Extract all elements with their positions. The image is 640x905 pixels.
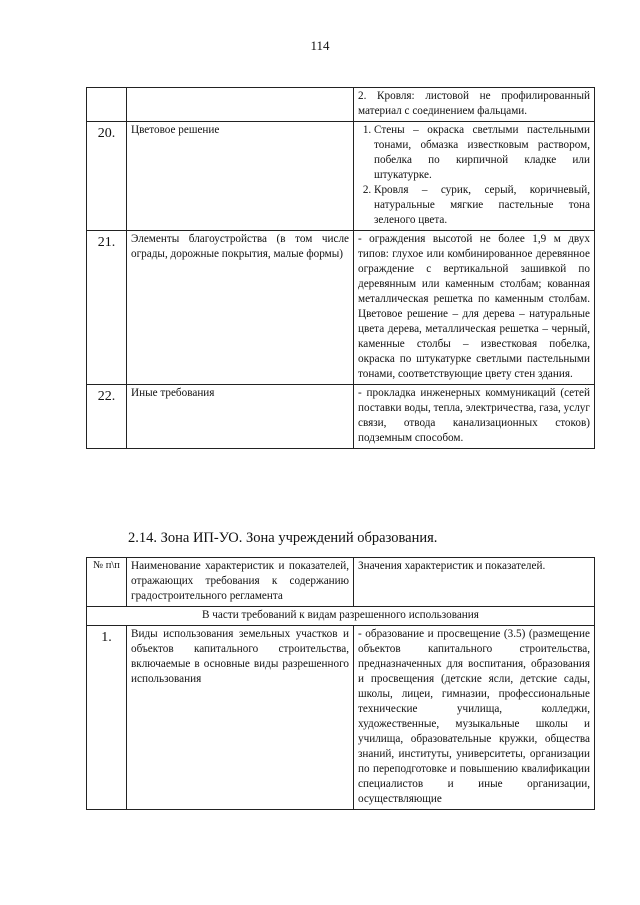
row-value: - ограждения высотой не более 1,9 м двух типов: глухое или комбинированное деревянное ограждение с вертикальной зашивкой по деревянным или каменным столбам; кованная металлическая решетка по каменным столбам. Цветовое решение – для дерева – натуральные цвета дерева, металлическая решетка – черный, каменные столбы – известковая побелка, окраска по штукатурке светлыми пастельными тонами, соответствующие цвету стен здания. — [354, 231, 595, 385]
section-heading: 2.14. Зона ИП-УО. Зона учреждений образования. — [128, 530, 438, 546]
row-number: 21. — [87, 231, 127, 385]
list-item: 1. Стены – окраска светлыми пастельными тонами, обмазка известковым раствором, побелка по кирпичной кладке или штукатурке. — [374, 123, 590, 183]
zone-requirements-table — [86, 557, 595, 810]
table-cell-empty — [87, 88, 127, 122]
table-cell-empty — [127, 88, 354, 122]
row-number: 20. — [87, 122, 127, 231]
table-row — [87, 122, 595, 231]
row-number: 1. — [87, 626, 127, 810]
subheader: В части требований к видам разрешенного использования — [87, 607, 595, 626]
row-name: Виды использования земельных участков и объектов капитального строительства, включаемые в основные виды разрешенного использования — [127, 626, 354, 810]
row-name: Цветовое решение — [127, 122, 354, 231]
list-item: 2. Кровля – сурик, серый, коричневый, натуральные мягкие пастельные тона зеленого цвета. — [374, 183, 590, 228]
row-value — [354, 122, 595, 231]
row-value: - прокладка инженерных коммуникаций (сетей поставки воды, тепла, электричества, газа, услуг связи, отвода канализационных стоков) подземным способом. — [354, 385, 595, 449]
header-name: Наименование характеристик и показателей, отражающих требования к содержанию градостроительного регламента — [127, 558, 354, 607]
table-row — [87, 626, 595, 810]
color-solution-list — [358, 123, 590, 228]
table-row — [87, 231, 595, 385]
requirements-table-continued — [86, 87, 595, 449]
row-name: Иные требования — [127, 385, 354, 449]
table-row-continuation — [87, 88, 595, 122]
row-name: Элементы благоустройства (в том числе ограды, дорожные покрытия, малые формы) — [127, 231, 354, 385]
table-header-row — [87, 558, 595, 607]
header-num: № п\п — [87, 558, 127, 607]
header-value: Значения характеристик и показателей. — [354, 558, 595, 607]
page-number: 114 — [310, 38, 330, 53]
row-number: 22. — [87, 385, 127, 449]
table-subheader-row — [87, 607, 595, 626]
table-row — [87, 385, 595, 449]
row-value: - образование и просвещение (3.5) (размещение объектов капитального строительства, предназначенных для воспитания, образования и просвещения (детские ясли, детские сады, школы, лицеи, гимназии, профессиональные технические училища, колледжи, художественные, музыкальные школы и училища, образовательные кружки, общества знаний, институты, университеты, организации по переподготовке и повышению квалификации специалистов и иные организации, осуществляющие — [354, 626, 595, 810]
roof-material-text: 2. Кровля: листовой не профилированный материал с соединением фальцами. — [354, 88, 595, 122]
